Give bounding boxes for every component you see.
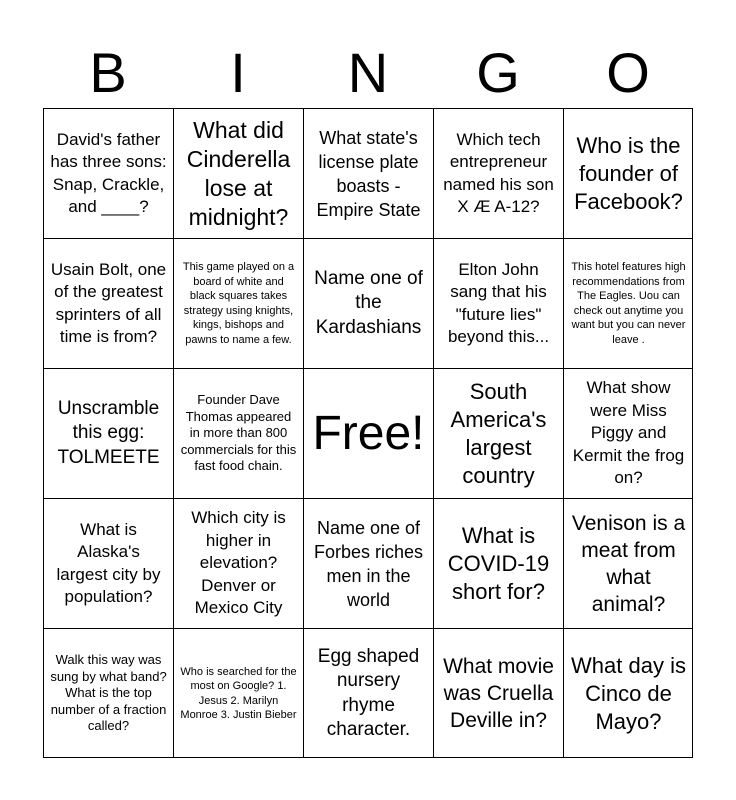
cell-text: What did Cinderella lose at midnight? bbox=[186, 116, 291, 230]
bingo-cell[interactable] bbox=[433, 368, 563, 498]
bingo-cell[interactable] bbox=[563, 108, 693, 238]
cell-text: This game played on a board of white and black squares takes strategy using knights, kings, bishops and pawns to name a few. bbox=[182, 261, 295, 346]
cell-text: What movie was Cruella Deville in? bbox=[443, 655, 554, 732]
bingo-cell[interactable] bbox=[43, 498, 173, 628]
cell-text: David's father has three sons: Snap, Crackle, and ____? bbox=[50, 129, 167, 216]
bingo-cell[interactable] bbox=[303, 498, 433, 628]
bingo-cell[interactable] bbox=[303, 108, 433, 238]
bingo-cell[interactable] bbox=[433, 628, 563, 758]
title-letter-n: N bbox=[347, 41, 389, 104]
cell-text: Who is the founder of Facebook? bbox=[574, 132, 683, 214]
bingo-cell[interactable] bbox=[43, 108, 173, 238]
cell-text: Walk this way was sung by what band? What is the top number of a fraction called? bbox=[50, 652, 167, 734]
title-letter-g: G bbox=[476, 41, 520, 104]
title-letter-b: B bbox=[89, 41, 127, 104]
cell-text: Elton John sang that his "future lies" beyond this... bbox=[447, 259, 550, 346]
cell-text: This hotel features high recommendations from The Eagles. Uou can check out anytime you want but you can never leave . bbox=[571, 261, 686, 346]
cell-text: Usain Bolt, one of the greatest sprinters of all time is from? bbox=[50, 259, 167, 346]
free-space-text: Free! bbox=[312, 406, 425, 460]
bingo-cell[interactable] bbox=[173, 238, 303, 368]
cell-text: What show were Miss Piggy and Kermit the frog on? bbox=[572, 378, 685, 488]
bingo-cell[interactable] bbox=[433, 108, 563, 238]
cell-text: Founder Dave Thomas appeared in more than 800 commercials for this fast food chain. bbox=[180, 392, 297, 474]
bingo-cell[interactable] bbox=[173, 108, 303, 238]
bingo-cell[interactable] bbox=[173, 368, 303, 498]
cell-text: South America's largest country bbox=[450, 378, 547, 488]
title-letter-o: O bbox=[606, 41, 650, 104]
bingo-cell[interactable] bbox=[563, 238, 693, 368]
cell-text: What state's license plate boasts - Empire State bbox=[316, 127, 421, 220]
title-letter-i: I bbox=[230, 41, 246, 104]
free-space-cell[interactable] bbox=[303, 368, 433, 498]
cell-text: What is Alaska's largest city by population? bbox=[56, 519, 161, 606]
cell-text: Name one of Forbes riches men in the world bbox=[313, 517, 424, 610]
bingo-cell[interactable] bbox=[433, 498, 563, 628]
bingo-cell[interactable] bbox=[563, 368, 693, 498]
cell-text: What day is Cinco de Mayo? bbox=[571, 652, 686, 734]
bingo-card-grid bbox=[43, 108, 693, 758]
bingo-cell[interactable] bbox=[433, 238, 563, 368]
cell-text: Which city is higher in elevation? Denver or Mexico City bbox=[191, 508, 286, 618]
bingo-cell[interactable] bbox=[43, 628, 173, 758]
bingo-cell[interactable] bbox=[173, 628, 303, 758]
cell-text: Egg shaped nursery rhyme character. bbox=[317, 645, 420, 740]
cell-text: Who is searched for the most on Google? 1. Jesus 2. Marilyn Monroe 3. Justin Bieber bbox=[180, 665, 297, 721]
cell-text: Which tech entrepreneur named his son X Æ A-12? bbox=[443, 129, 554, 216]
cell-text: What is COVID-19 short for? bbox=[447, 522, 550, 604]
bingo-cell[interactable] bbox=[43, 368, 173, 498]
bingo-cell[interactable] bbox=[563, 628, 693, 758]
bingo-cell[interactable] bbox=[43, 238, 173, 368]
cell-text: Venison is a meat from what animal? bbox=[571, 511, 686, 616]
cell-text: Name one of the Kardashians bbox=[314, 267, 423, 338]
bingo-cell[interactable] bbox=[303, 238, 433, 368]
bingo-cell[interactable] bbox=[173, 498, 303, 628]
cell-text: Unscramble this egg: TOLMEETE bbox=[57, 397, 160, 468]
bingo-cell[interactable] bbox=[563, 498, 693, 628]
bingo-title bbox=[43, 38, 693, 108]
bingo-cell[interactable] bbox=[303, 628, 433, 758]
